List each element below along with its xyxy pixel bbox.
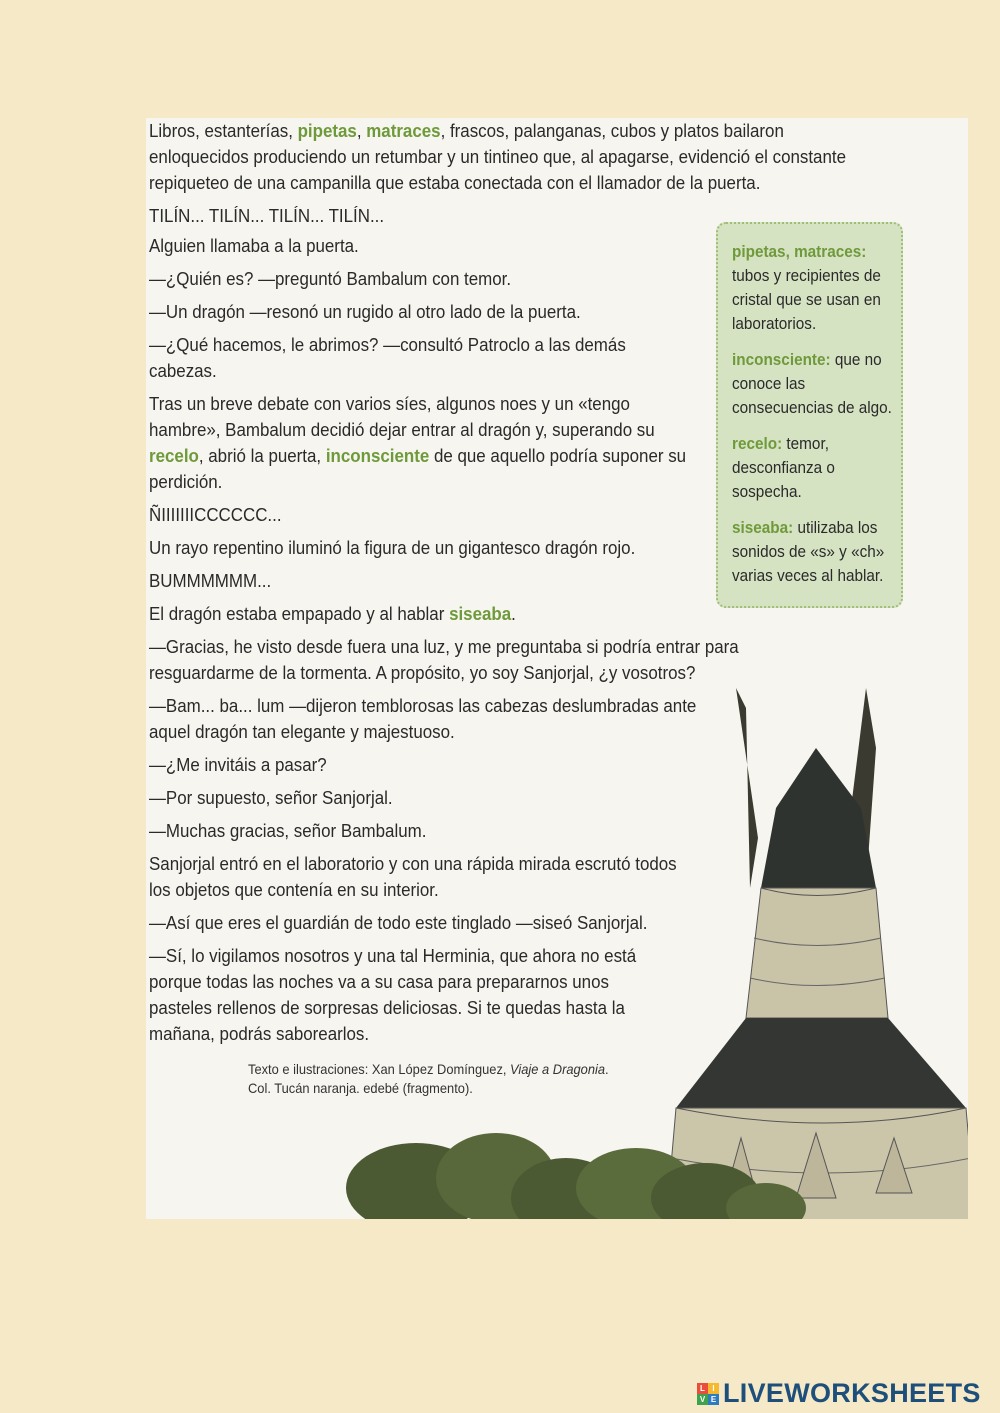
- glossary-term: pipetas, matraces:: [732, 242, 867, 261]
- glossary-entry: [732, 348, 903, 420]
- story-paragraph: Tras un breve debate con varios síes, algunos noes y un «tengo hambre», Bambalum decidió dejar entrar al dragón y, superando su recelo, abrió la puerta, inconsciente de que aquello podría suponer su perdición.: [149, 393, 687, 492]
- term-siseaba: siseaba: [449, 603, 512, 624]
- glossary-entry: [732, 432, 903, 504]
- story-paragraph: Alguien llamaba a la puerta.: [149, 235, 359, 256]
- brand-name: LIVEWORKSHEETS: [723, 1378, 981, 1408]
- textbook-page: [146, 118, 968, 1219]
- term-inconsciente: inconsciente: [325, 445, 430, 466]
- story-paragraph: —¿Me invitáis a pasar?: [149, 754, 327, 775]
- bushes-illustration: [146, 1118, 968, 1219]
- book-title: Viaje a Dragonia: [510, 1061, 606, 1077]
- story-paragraph: —Bam... ba... lum —dijeron temblorosas las cabezas deslumbradas ante aquel dragón tan elegante y majestuoso.: [149, 695, 697, 742]
- story-paragraph: —Por supuesto, señor Sanjorjal.: [149, 787, 393, 808]
- story-paragraph: El dragón estaba empapado y al hablar siseaba.: [149, 603, 516, 624]
- glossary-entry: [732, 516, 903, 588]
- story-paragraph: BUMMMMMM...: [149, 570, 272, 591]
- glossary-term: inconsciente:: [732, 350, 831, 369]
- story-paragraph: —¿Qué hacemos, le abrimos? —consultó Patroclo a las demás cabezas.: [149, 334, 626, 381]
- glossary-definition: que no conoce las consecuencias de algo.: [732, 350, 892, 417]
- story-paragraph: Libros, estanterías, pipetas, matraces, frascos, palanganas, cubos y platos bailaron enloquecidos produciendo un retumbar y un tintineo que, al apagarse, evidenció el constante repiqueteo de una campanilla que estaba conectada con el llamador de la puerta.: [149, 120, 847, 193]
- glossary-definition: utilizaba los sonidos de «s» y «ch» varias veces al hablar.: [732, 518, 885, 585]
- story-paragraph: Un rayo repentino iluminó la figura de un gigantesco dragón rojo.: [149, 537, 636, 558]
- story-paragraph: —Muchas gracias, señor Bambalum.: [149, 820, 427, 841]
- glossary-definition: tubos y recipientes de cristal que se usan en laboratorios.: [732, 266, 881, 333]
- liveworksheets-logo-icon: L I V E: [697, 1383, 719, 1405]
- story-paragraph: —¿Quién es? —preguntó Bambalum con temor.: [149, 268, 512, 289]
- credits: Texto e ilustraciones: Xan López Domínguez, Viaje a Dragonia. Col. Tucán naranja. edebé (fragmento).: [248, 1061, 609, 1096]
- story-paragraph: —Así que eres el guardián de todo este tinglado —siseó Sanjorjal.: [149, 912, 648, 933]
- glossary-box: [716, 222, 903, 608]
- story-paragraph: Sanjorjal entró en el laboratorio y con una rápida mirada escrutó todos los objetos que contenía en su interior.: [149, 853, 677, 900]
- story-paragraph: —Un dragón —resonó un rugido al otro lado de la puerta.: [149, 301, 581, 322]
- story-paragraph: ÑIIIIIIICCCCCC...: [149, 504, 282, 525]
- liveworksheets-brand: [697, 1378, 981, 1409]
- glossary-term: siseaba:: [732, 518, 794, 537]
- story-paragraph: —Gracias, he visto desde fuera una luz, y me preguntaba si podría entrar para resguardarme de la tormenta. A propósito, yo soy Sanjorjal, ¿y vosotros?: [149, 636, 739, 683]
- glossary-entry: [732, 240, 903, 336]
- term-recelo: recelo: [149, 445, 199, 466]
- story-paragraph: TILÍN... TILÍN... TILÍN... TILÍN...: [149, 205, 385, 226]
- glossary-definition: temor, desconfianza o sospecha.: [732, 434, 835, 501]
- term-matraces: matraces: [366, 120, 441, 141]
- glossary-term: recelo:: [732, 434, 783, 453]
- term-pipetas: pipetas: [297, 120, 357, 141]
- story-paragraph: —Sí, lo vigilamos nosotros y una tal Herminia, que ahora no está porque todas las noches va a su casa para prepararnos unos pasteles rellenos de sorpresas deliciosas. Si te quedas hasta la mañana, podrás saborearlos.: [149, 945, 637, 1044]
